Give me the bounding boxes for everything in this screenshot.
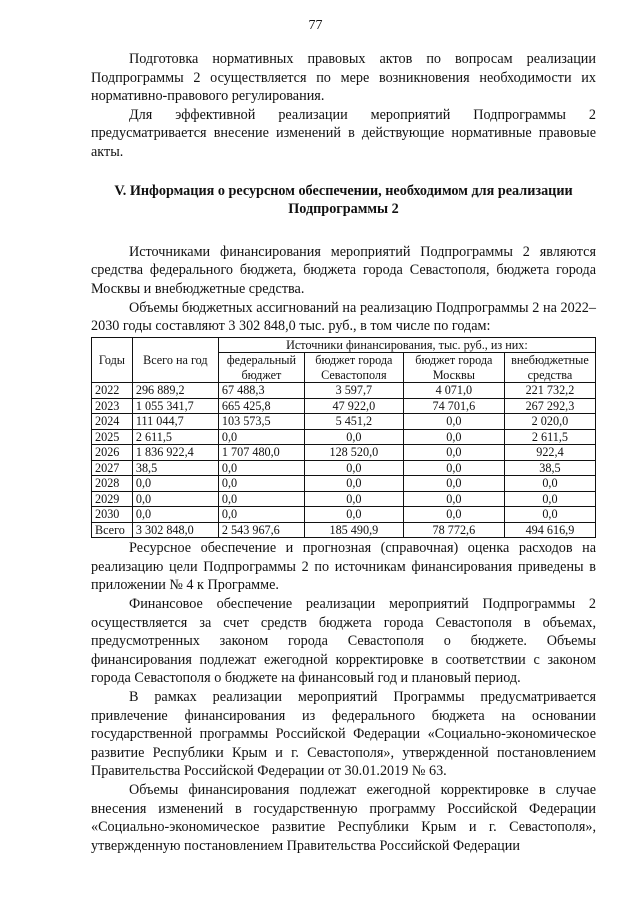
cell-moscow: 78 772,6 [403, 522, 504, 538]
table-row [92, 429, 596, 445]
cell-year: 2025 [92, 429, 133, 445]
cell-year: 2023 [92, 398, 133, 414]
paragraph: Объемы финансирования подлежат ежегодной корректировке в случае внесения изменений в государственную программу Российской Федерации «Социально-экономическое развитие Республики Крым и г. Севастополя», утвержденную постановлением Правительства Российской Федерации [91, 781, 596, 854]
cell-federal: 0,0 [218, 429, 304, 445]
cell-sevastopol: 128 520,0 [304, 445, 403, 461]
cell-moscow: 0,0 [403, 507, 504, 523]
cell-total: 1 055 341,7 [132, 398, 218, 414]
cell-federal: 0,0 [218, 460, 304, 476]
cell-extrabudget: 38,5 [504, 460, 595, 476]
header-extrabudget: внебюджетные средства [504, 353, 595, 383]
cell-year: 2029 [92, 491, 133, 507]
cell-total: 2 611,5 [132, 429, 218, 445]
cell-extrabudget: 267 292,3 [504, 398, 595, 414]
cell-sevastopol: 47 922,0 [304, 398, 403, 414]
page-number: 77 [308, 18, 323, 33]
cell-sevastopol: 0,0 [304, 460, 403, 476]
cell-sevastopol: 0,0 [304, 491, 403, 507]
cell-moscow: 74 701,6 [403, 398, 504, 414]
cell-extrabudget: 0,0 [504, 491, 595, 507]
header-sevastopol: бюджет города Севастополя [304, 353, 403, 383]
cell-extrabudget: 0,0 [504, 476, 595, 492]
paragraph: В рамках реализации мероприятий Программы предусматривается привлечение финансирования из федерального бюджета на основании государственной программы Российской Федерации «Социально-экономическое развитие Республики Крым и г. Севастополя», утвержденной постановлением Правительства Российской Федерации от 30.01.2019 № 63. [91, 688, 596, 780]
paragraph: Источниками финансирования мероприятий Подпрограммы 2 являются средства федерального бюджета, бюджета города Севастополя, бюджета города Москвы и внебюджетные средства. [91, 243, 596, 297]
document-body [91, 50, 596, 855]
table-row [92, 507, 596, 523]
header-moscow: бюджет города Москвы [403, 353, 504, 383]
cell-total: 38,5 [132, 460, 218, 476]
paragraph: Для эффективной реализации мероприятий Подпрограммы 2 предусматривается внесение изменений в действующие нормативные правовые акты. [91, 106, 596, 160]
cell-sevastopol: 0,0 [304, 429, 403, 445]
cell-total: 1 836 922,4 [132, 445, 218, 461]
paragraph: Объемы бюджетных ассигнований на реализацию Подпрограммы 2 на 2022–2030 годы составляют 3 302 848,0 тыс. руб., в том числе по годам: [91, 299, 596, 335]
table-row [92, 460, 596, 476]
table-row [92, 445, 596, 461]
cell-total: 0,0 [132, 491, 218, 507]
cell-extrabudget: 221 732,2 [504, 383, 595, 399]
cell-sevastopol: 0,0 [304, 507, 403, 523]
cell-extrabudget: 494 616,9 [504, 522, 595, 538]
cell-moscow: 0,0 [403, 429, 504, 445]
cell-extrabudget: 922,4 [504, 445, 595, 461]
cell-total: 3 302 848,0 [132, 522, 218, 538]
cell-year: Всего [92, 522, 133, 538]
header-years: Годы [92, 337, 133, 383]
cell-total: 0,0 [132, 507, 218, 523]
cell-year: 2028 [92, 476, 133, 492]
cell-total: 111 044,7 [132, 414, 218, 430]
cell-moscow: 0,0 [403, 491, 504, 507]
cell-sevastopol: 185 490,9 [304, 522, 403, 538]
cell-year: 2027 [92, 460, 133, 476]
cell-federal: 67 488,3 [218, 383, 304, 399]
cell-federal: 665 425,8 [218, 398, 304, 414]
cell-moscow: 0,0 [403, 445, 504, 461]
budget-table [91, 337, 596, 539]
cell-moscow: 4 071,0 [403, 383, 504, 399]
cell-moscow: 0,0 [403, 476, 504, 492]
table-row [92, 398, 596, 414]
cell-moscow: 0,0 [403, 460, 504, 476]
cell-sevastopol: 0,0 [304, 476, 403, 492]
paragraph: Подготовка нормативных правовых актов по вопросам реализации Подпрограммы 2 осуществляется по мере возникновения необходимости их нормативно-правового регулирования. [91, 51, 596, 105]
cell-federal: 0,0 [218, 507, 304, 523]
cell-total: 296 889,2 [132, 383, 218, 399]
header-sources: Источники финансирования, тыс. руб., из них: [218, 337, 595, 353]
header-federal: федеральный бюджет [218, 353, 304, 383]
cell-year: 2026 [92, 445, 133, 461]
table-row [92, 522, 596, 538]
cell-moscow: 0,0 [403, 414, 504, 430]
cell-extrabudget: 2 611,5 [504, 429, 595, 445]
cell-year: 2024 [92, 414, 133, 430]
section-heading: V. Информация о ресурсном обеспечении, необходимом для реализации Подпрограммы 2 [114, 182, 573, 218]
cell-federal: 103 573,5 [218, 414, 304, 430]
cell-federal: 1 707 480,0 [218, 445, 304, 461]
cell-extrabudget: 0,0 [504, 507, 595, 523]
cell-extrabudget: 2 020,0 [504, 414, 595, 430]
cell-federal: 0,0 [218, 476, 304, 492]
table-row [92, 414, 596, 430]
cell-federal: 2 543 967,6 [218, 522, 304, 538]
paragraph: Ресурсное обеспечение и прогнозная (справочная) оценка расходов на реализацию цели Подпрограммы 2 по источникам финансирования приведены в приложении № 4 к Программе. [91, 540, 596, 594]
cell-year: 2030 [92, 507, 133, 523]
table-row [92, 383, 596, 399]
header-total: Всего на год [132, 337, 218, 383]
paragraph: Финансовое обеспечение реализации мероприятий Подпрограммы 2 осуществляется за счет средств бюджета города Севастополя в объемах, предусмотренных законом города Севастополя о бюджете. Объемы финансирования подлежат ежегодной корректировке в соответствии с законом города Севастополя о бюджете на финансовый год и плановый период. [91, 596, 596, 687]
table-row [92, 491, 596, 507]
cell-sevastopol: 5 451,2 [304, 414, 403, 430]
cell-federal: 0,0 [218, 491, 304, 507]
table-row [92, 476, 596, 492]
cell-year: 2022 [92, 383, 133, 399]
cell-sevastopol: 3 597,7 [304, 383, 403, 399]
cell-total: 0,0 [132, 476, 218, 492]
